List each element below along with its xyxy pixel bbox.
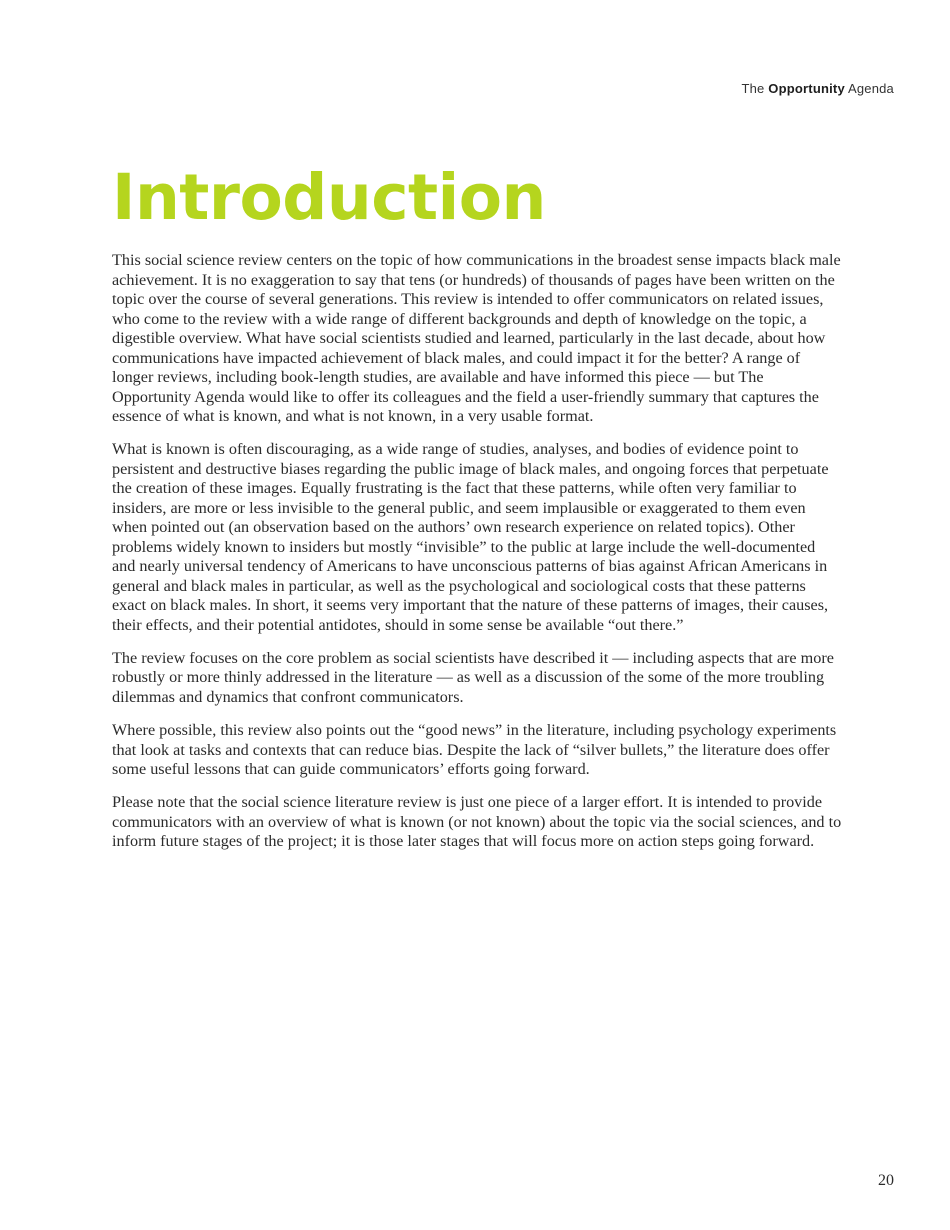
- running-header: [741, 81, 894, 96]
- body-text: [112, 251, 842, 865]
- page-title: Introduction: [112, 161, 546, 234]
- header-prefix: The: [741, 81, 769, 96]
- page-number: 20: [878, 1172, 894, 1189]
- header-bold: Opportunity: [768, 81, 845, 96]
- paragraph: The review focuses on the core problem as social scientists have described it — including aspects that are more robustly or more thinly addressed in the literature — as well as a discussion of the some of the more troubling dilemmas and dynamics that confront communicators.: [112, 648, 834, 706]
- paragraph: This social science review centers on the topic of how communications in the broadest sense impacts black male achievement. It is no exaggeration to say that tens (or hundreds) of thousands of pages have been written on the topic over the course of several generations. This review is intended to offer communicators on related issues, who come to the review with a wide range of different backgrounds and depth of knowledge on the topic, a digestible overview. What have social scientists studied and learned, particularly in the last decade, about how communications have impacted achievement of black males, and could impact it for the better? A range of longer reviews, including book-length studies, are available and have informed this piece — but The Opportunity Agenda would like to offer its colleagues and the field a user-friendly summary that captures the essence of what is known, and what is not known, in a very usable format.: [112, 251, 841, 425]
- header-suffix: Agenda: [844, 81, 894, 96]
- paragraph: Please note that the social science literature review is just one piece of a larger effort. It is intended to provide communicators with an overview of what is known (or not known) about the topic via the social sciences, and to inform future stages of the project; it is those later stages that will focus more on action steps going forward.: [112, 793, 842, 851]
- paragraph: What is known is often discouraging, as a wide range of studies, analyses, and bodies of evidence point to persistent and destructive biases regarding the public image of black males, and ongoing forces that perpetuate the creation of these images. Equally frustrating is the fact that these patterns, while often very familiar to insiders, are more or less invisible to the general public, and seem implausible or exaggerated to them even when pointed out (an observation based on the authors’ own research experience on related topics). Other problems widely known to insiders but mostly “invisible” to the public at large include the well-documented and nearly universal tendency of Americans to have unconscious patterns of bias against African Americans in general and black males in particular, as well as the psychological and sociological costs that these patterns exact on black males. In short, it seems very important that the nature of these patterns of images, their causes, their effects, and their potential antidotes, should in some sense be available “out there.”: [112, 440, 829, 634]
- paragraph: Where possible, this review also points out the “good news” in the literature, including psychology experiments that look at tasks and contexts that can reduce bias. Despite the lack of “silver bullets,” the literature does offer some useful lessons that can guide communicators’ efforts going forward.: [112, 721, 837, 779]
